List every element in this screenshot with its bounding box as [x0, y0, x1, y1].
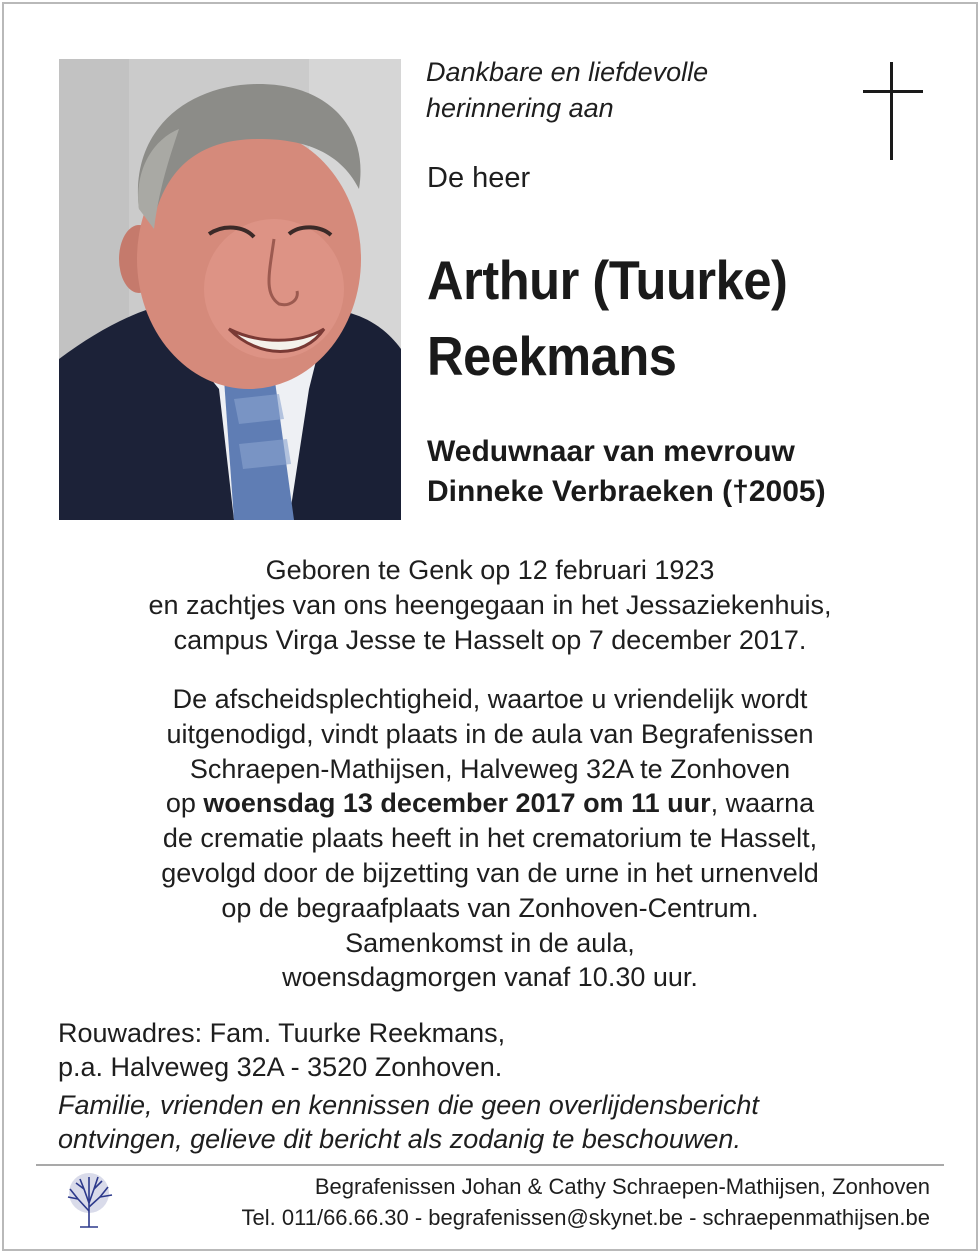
text-line: Samenkomst in de aula,	[345, 927, 635, 958]
text-line: campus Virga Jesse te Hasselt op 7 december 2017.	[173, 624, 807, 655]
text-line: Familie, vrienden en kennissen die geen overlijdensbericht	[58, 1090, 759, 1120]
name-line: Reekmans	[427, 325, 677, 387]
divider	[36, 1164, 944, 1166]
spouse-line: Dinneke Verbraeken (†2005)	[427, 475, 826, 508]
text-line: woensdagmorgen vanaf 10.30 uur.	[282, 962, 698, 993]
birth-death-info	[0, 553, 980, 657]
company-contact	[60, 1202, 930, 1233]
spouse-line: Weduwnaar van mevrouw	[427, 435, 795, 468]
text-line: p.a. Halveweg 32A - 3520 Zonhoven.	[58, 1052, 503, 1082]
intro-text	[426, 54, 708, 126]
text-line: uitgenodigd, vindt plaats in de aula van Begrafenissen	[166, 718, 814, 749]
ceremony-info	[0, 682, 980, 995]
cross-icon	[863, 62, 923, 160]
text-fragment: , waarna	[710, 788, 815, 819]
notice-text	[58, 1088, 759, 1156]
spouse-info	[427, 432, 826, 512]
intro-line: Dankbare en liefdevolle	[426, 57, 709, 87]
text-line: op de begraafplaats van Zonhoven-Centrum.	[221, 892, 759, 923]
text-line: Schraepen-Mathijsen, Halveweg 32A te Zonhoven	[189, 753, 791, 784]
ceremony-datetime: woensdag 13 december 2017 om 11 uur	[203, 788, 711, 819]
text-line: ontvingen, gelieve dit bericht als zodanig te beschouwen.	[58, 1124, 741, 1154]
text-line: Rouwadres: Fam. Tuurke Reekmans,	[58, 1018, 506, 1048]
honorific: De heer	[427, 162, 531, 194]
intro-line: herinnering aan	[426, 93, 614, 123]
text-line: De afscheidsplechtigheid, waartoe u vriendelijk wordt	[172, 684, 808, 714]
text-line: gevolgd door de bijzetting van de urne in het urnenveld	[161, 857, 819, 888]
text-line: de crematie plaats heeft in het crematorium te Hasselt,	[162, 823, 818, 854]
company-name	[60, 1171, 930, 1202]
text-line: Tel. 011/66.66.30 - begrafenissen@skynet.be - schraepenmathijsen.be	[241, 1205, 930, 1230]
mourning-address	[58, 1016, 505, 1084]
text-line: en zachtjes van ons heengegaan in het Jessaziekenhuis,	[148, 589, 832, 620]
text-fragment: op	[165, 788, 204, 819]
name-line: Arthur (Tuurke)	[427, 249, 788, 311]
text-line: Begrafenissen Johan & Cathy Schraepen-Mathijsen, Zonhoven	[314, 1174, 930, 1199]
portrait-photo	[59, 59, 401, 520]
deceased-name	[427, 242, 787, 394]
text-line: Geboren te Genk op 12 februari 1923	[265, 555, 715, 585]
text-line	[0, 786, 980, 821]
